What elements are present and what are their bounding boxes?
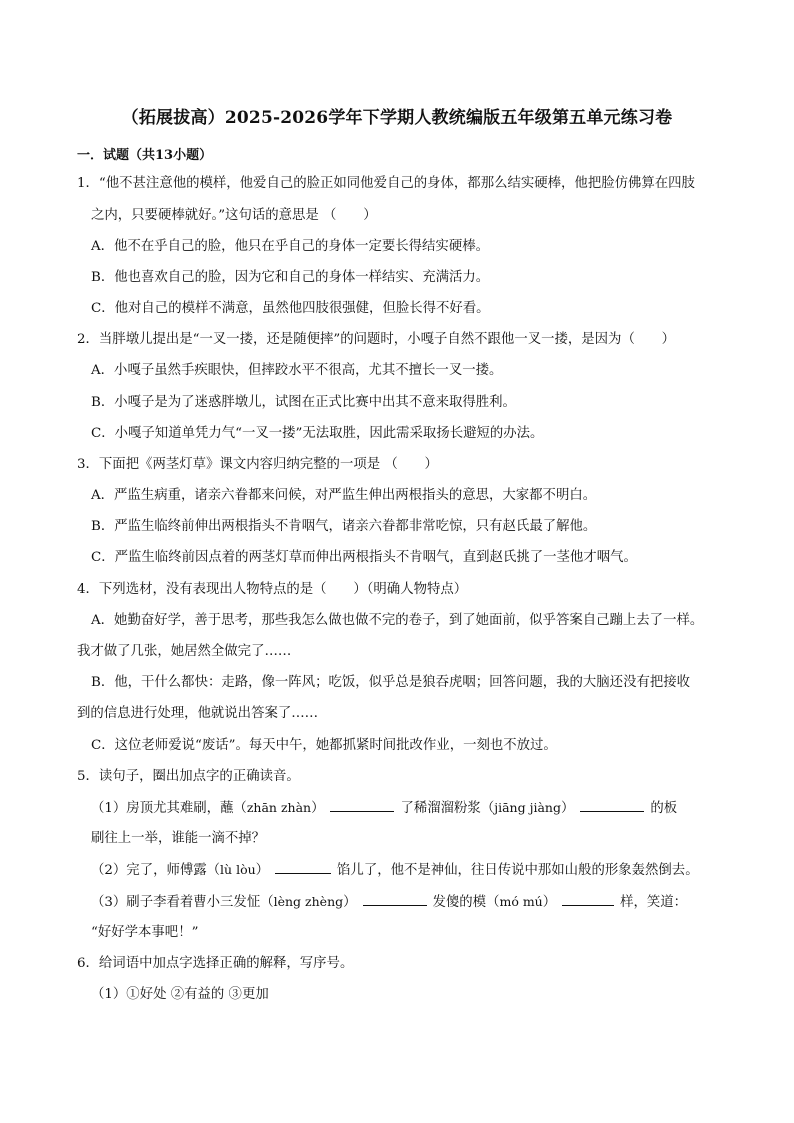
q2-option-a: A．小嘎子虽然手疾眼快，但摔跤水平不很高，尤其不擅长一叉一搂。 [91,363,503,378]
q5-s1-middle: 了稀溜溜粉浆（ [400,801,495,816]
q5-stem: 5．读句子，圈出加点字的正确读音。 [77,769,300,784]
q4-stem: 4．下列选材，没有表现出人物特点的是（ ）（明确人物特点） [77,582,468,597]
q5-s1-pinyin-1: zhān zhàn [246,800,312,815]
q5-s3-answer-blank-2[interactable] [562,893,614,906]
q5-sentence-1 [91,799,677,818]
q6-stem: 6．给词语中加点字选择正确的解释，写序号。 [77,956,354,971]
q5-s3-close-1: ） [343,895,357,910]
q5-s1-close-2: ） [560,801,575,816]
q5-s1-end: 的板 [650,801,678,816]
q5-s2-end: 馅儿了，他不是神仙，往日传说中那如山般的形象轰然倒去。 [337,863,699,878]
q5-s1-answer-blank-1[interactable] [330,799,394,812]
q5-s2-close: ） [255,863,270,878]
q4-option-b-line2: 到的信息进行处理，他就说出答案了…… [77,706,319,721]
q1-option-c: C．他对自己的模样不满意，虽然他四肢很强健，但脸长得不好看。 [91,301,490,316]
q2-option-b: B．小嘎子是为了迷惑胖墩儿，试图在正式比赛中出其不意来取得胜利。 [91,395,516,410]
q5-sentence-3-line2: “好好学本事吧！” [91,925,199,940]
q5-s3-pinyin-1: lèng zhèng [273,894,344,909]
q5-s1-prefix: （1）房顶尤其难刷，蘸（ [91,801,247,816]
q6-sub-1: （1）①好处 ②有益的 ③更加 [91,987,269,1002]
q5-sentence-2 [91,861,699,880]
q5-s2-pinyin: lù lòu [220,862,256,877]
q4-option-b-line1: B．他，干什么都快：走路，像一阵风；吃饭，似乎总是狼吞虎咽；回答问题，我的大脑还没有把接收 [91,675,691,690]
q5-s3-answer-blank-1[interactable] [363,893,427,906]
q5-sentence-1-line2: 刷往上一举，谁能一滴不掉？ [91,831,266,846]
q5-s3-prefix: （3）刷子李看着曹小三发怔（ [91,895,274,910]
q5-s2-prefix: （2）完了，师傅露（ [91,863,221,878]
q3-option-c: C．严监生临终前因点着的两茎灯草而伸出两根指头不肯咽气，直到赵氏挑了一茎他才咽气。 [91,550,637,565]
q1-option-b: B．他也喜欢自己的脸，因为它和自己的身体一样结实、充满活力。 [91,270,490,285]
q4-option-a-line2: 我才做了几张，她居然全做完了…… [77,644,292,659]
q5-s3-middle: 发傻的模（ [432,895,500,910]
q5-sentence-3 [91,893,687,912]
q5-s1-pinyin-2: jiāng jiàng [494,800,561,815]
q3-option-b: B．严监生临终前伸出两根指头不肯咽气，诸亲六眷都非常吃惊，只有赵氏最了解他。 [91,519,597,534]
q5-s3-close-2: ） [542,895,557,910]
q2-stem: 2．当胖墩儿提出是“一叉一搂，还是随便摔”的问题时，小嘎子自然不跟他一叉一搂，是因为（ ） [77,332,676,347]
q1-stem-line1: 1．“他不甚注意他的模样，他爱自己的脸正如同他爱自己的身体，都那么结实硬棒，他把脸仿佛算在四肢 [77,176,695,191]
q1-option-a: A．他不在乎自己的脸，他只在乎自己的身体一定要长得结实硬棒。 [91,239,489,254]
q3-option-a: A．严监生病重，诸亲六眷都来问候，对严监生伸出两根指头的意思，大家都不明白。 [91,488,597,503]
q2-option-c: C．小嘎子知道单凭力气“一叉一搂”无法取胜，因此需采取扬长避短的办法。 [91,426,544,441]
q4-option-c: C．这位老师爱说“废话”。每天中午，她都抓紧时间批改作业，一刻也不放过。 [91,738,557,753]
q5-s3-pinyin-2: mó mú [499,894,543,909]
section-heading: 一．试题（共13小题） [77,148,213,163]
q5-s1-answer-blank-2[interactable] [580,799,644,812]
q5-s2-answer-blank[interactable] [275,861,331,874]
q5-s1-close-1: ） [311,801,325,816]
q4-option-a-line1: A．她勤奋好学，善于思考，那些我怎么做也做不完的卷子，到了她面前，似乎答案自己蹦上去了一样。 [91,613,704,628]
q5-s3-end: 样，笑道： [620,895,688,910]
page-title: （拓展拔高）2025-2026学年下学期人教统编版五年级第五单元练习卷 [121,108,673,128]
q1-stem-line2: 之内，只要硬棒就好。”这句话的意思是 （ ） [91,208,377,223]
q3-stem: 3．下面把《两茎灯草》课文内容归纳完整的一项是 （ ） [77,457,438,472]
